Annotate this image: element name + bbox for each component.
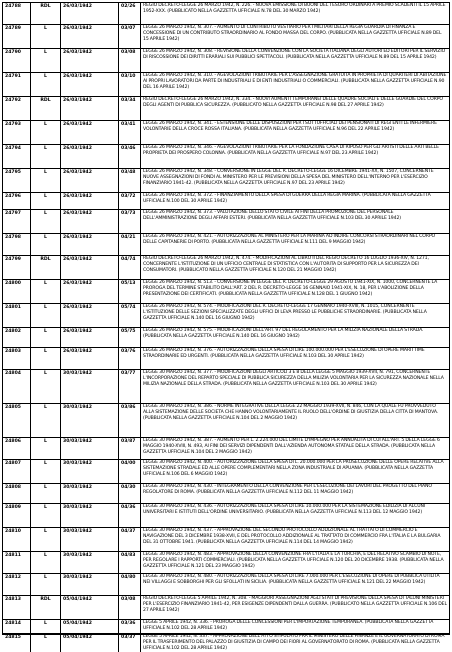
act-description: LEGGE 26 MARZO 1942, N. 575. - MODIFICAZIONI DELL'ART. 97 DEL REGOLAMENTO PER LA MILIZIA NAZIONALE DELLA STRADA. (PUBBLICATA NELLA GAZZETTA UFFICIALE N.140 DEL 16 GIUGNO 1942) <box>143 328 424 339</box>
act-code: 03/72 <box>119 193 141 209</box>
act-description: LEGGE 30 MARZO 1942, N. 436. - AUTORIZZAZIONE DELLA SPESA DI LIRE 10.000.000 PER LA SISTEMAZIONE EDILIZIA DI ALCUNI UNIVERSITARI E ISTITUTI DELL'ORDINE UNIVERSITARIO. (PUBBLICATA NELLA GAZZETTA UFFICIALE N.113 DEL 12 MAGGIO 1942) <box>143 504 426 515</box>
act-description: LEGGE 30 MARZO 1942, N. 387. - AUMENTO PER L. 2.224.000 DEL LIMITE D'IMPEGNO PER ANNUALITA DI CUI ALL'ART. 5 DELLA LEGGE 6 MAGGIO 1940-XVIII, N. 493, AI FINI DEI SERVIZI DIPENDENTI DALL'AZIENDA AUTONOMA STATALE DELLA STRADA. (PUBBLICATA NELLA GAZZETTA UFFICIALE N.104 DEL 2 MAGGIO 1942) <box>143 438 440 455</box>
act-type: L <box>31 49 61 72</box>
act-date: 26/03/1942 <box>61 328 119 347</box>
act-type: L <box>31 620 61 633</box>
record-number: 24797 <box>3 210 31 233</box>
act-type: L <box>31 460 61 483</box>
record-number: 24810 <box>3 528 31 551</box>
act-code: 03/76 <box>119 348 141 369</box>
table-row <box>3 370 449 404</box>
act-description: REGIO DECRETO-LEGGE 26 MARZO 1942, N. 334. - NUOVI AUMENTI TEMPORANEI DELLE QUADRE SOCIALI E DELLE GUARDIE DEL CORPO DEGLI AGENTI DI PUBBLICA SICUREZZA. (PUBBLICATO NELLA GAZZETTA UFFICIALE N.98 DEL 27 APRILE 1942) <box>143 97 443 108</box>
record-number: 24804 <box>3 370 31 403</box>
record-number: 24790 <box>3 49 31 72</box>
act-date: 05/04/1942 <box>61 596 119 619</box>
table-row <box>3 304 449 328</box>
act-type: L <box>31 169 61 192</box>
record-number: 24802 <box>3 328 31 347</box>
act-date: 26/03/1942 <box>61 348 119 369</box>
act-type: L <box>31 193 61 209</box>
table-row <box>3 528 449 552</box>
act-type: RDL <box>31 596 61 619</box>
act-code: 03/48 <box>119 169 141 192</box>
table-row <box>3 404 449 438</box>
table-row <box>3 620 449 634</box>
act-code: 03/10 <box>119 73 141 96</box>
act-code: 05/74 <box>119 304 141 327</box>
act-type: L <box>31 504 61 527</box>
act-type: L <box>31 73 61 96</box>
table-row <box>3 145 449 169</box>
act-code: 04/80 <box>119 574 141 595</box>
table-row <box>3 552 449 574</box>
record-number: 24792 <box>3 97 31 120</box>
record-number: 24791 <box>3 73 31 96</box>
act-code: 03/36 <box>119 620 141 633</box>
act-code: 05/13 <box>119 280 141 303</box>
act-type: RDL <box>31 256 61 279</box>
table-row <box>3 256 449 280</box>
act-description: LEGGE 30 MARZO 1942, N. 386. - NORME INTEGRATIVE DELLA LEGGE 22 MAGGIO 1939-XVII, N. 846, CON LA QUALE FU PROVVEDUTO ALLA SISTEMAZIONE DELLE SOCIETA CHE HANNO VOLONTARIAMENTE IL RUOLO DELL'ORDINE DI GIUSTIZIA DELLA CITTA DI MANTOVA. (PUBBLICATA NELLA GAZZETTA UFFICIALE N.104 DEL 2 MAGGIO 1942) <box>143 404 439 421</box>
act-description: LEGGE 30 MARZO 1942, N. 400. - AUTORIZZAZIONE DELLA SPESA DI L. 20.000.000 PER LA PROSECUZIONE DELLE OPERE RELATIVE ALLA SISTEMAZIONE STRADALE ED ALLE OPERE COMPLEMENTARI NELLA ZONA INDUSTRIALE DI APUANIA. (PUBBLICATA NELLA GAZZETTA UFFICIALE N.106 DEL 6 MAGGIO 1942) <box>143 460 444 477</box>
act-code: 05/75 <box>119 328 141 347</box>
table-row <box>3 484 449 504</box>
table-row <box>3 97 449 121</box>
table-row <box>3 596 449 620</box>
act-code: 04/83 <box>119 552 141 573</box>
act-description: REGIO DECRETO-LEGGE 26 MARZO 1942, N. 474. - MODIFICAZIONI AL LIBRO II DEL REGIO DECRETO 16 LUGLIO 1936-XIV, N. 1271, CONCERNENTE L'ISTITUZIONE DI UN UFFICIO CENTRALE DI STATISTICA CON L'AUTORITA DI SUPPORTO PER LA SICUREZZA DEI CONSUMATORI. (PUBBLICATO NELLA GAZZETTA UFFICIALE N.120 DEL 21 MAGGIO 1942) <box>143 256 429 273</box>
record-number: 24793 <box>3 121 31 144</box>
act-type: RDL <box>31 97 61 120</box>
act-type: L <box>31 121 61 144</box>
act-type: L <box>31 438 61 459</box>
act-description: LEGGE 26 MARZO 1942, N. 341. - ESTENSIONE DELLE DISPOSIZIONI PER I SOTTUFFICIALI DEI PENSIONATI DI REGI ENTI LE INFERMIERE VOLONTARIE DELLA CROCE ROSSA ITALIANA. (PUBBLICATA NELLA GAZZETTA UFFICIALE N.96 DEL 22 APRILE 1942) <box>143 121 437 132</box>
act-date: 30/03/1942 <box>61 504 119 527</box>
act-description: LEGGE 26 MARZO 1942, N. 346. - AGEVOLAZIONI TRIBUTARIE PER LA FONDAZIONE CASA DI RIPOSO PER GLI ARTISTI DELLE ARTI BELLE PROPRIETA DEI PROSPERO COLONNA. (PUBBLICATA NELLA GAZZETTA UFFICIALE N.97 DEL 23 APRILE 1942) <box>143 145 439 156</box>
act-description: LEGGE 26 MARZO 1942, N. 308. - REVISIONE DELLA CONVENZIONE CON LA SOCIETA ITALIANA DEGLI AUTORI ED EDITORI PER IL SERVIZIO DI RISCOSSIONE DEI DIRITTI ERARIALI SUI PUBBLICI SPETTACOLI. (PUBBLICATA NELLA GAZZETTA UFFICIALE N.89 DEL 15 APRILE 1942) <box>143 49 446 60</box>
act-type: L <box>31 404 61 437</box>
record-number: 24805 <box>3 404 31 437</box>
act-type: L <box>31 528 61 551</box>
act-type: L <box>31 234 61 255</box>
act-date: 30/03/1942 <box>61 438 119 459</box>
act-date: 26/03/1942 <box>61 25 119 48</box>
record-number: 24803 <box>3 348 31 369</box>
act-date: 26/03/1942 <box>61 169 119 192</box>
act-code: 03/46 <box>119 145 141 168</box>
act-type: L <box>31 304 61 327</box>
act-code: 04/36 <box>119 504 141 527</box>
act-type: L <box>31 145 61 168</box>
act-description: LEGGE 26 MARZO 1942, N. 307. - AUMENTO DI CONTRIBUTO VESTIARIO PER I MILITARI DELLA REGIA GUARDIA DI FINANZA E CONCESSIONE DI UN CONTRIBUTO STRAORDINARIO AL FONDO MASSA DEL CORPO. (PUBBLICATA NELLA GAZZETTA UFFICIALE N.89 DEL 15 APRILE 1942) <box>143 25 442 42</box>
table-row <box>3 504 449 528</box>
act-code: 03/37 <box>119 634 141 652</box>
table-row <box>3 169 449 193</box>
act-date: 26/03/1942 <box>61 193 119 209</box>
act-description: LEGGE 26 MARZO 1942, N. 372. - FINANZIAMENTO DELLA SPESA DI GUERRA DELLA REGIA MARINA. (PUBBLICATA NELLA GAZZETTA UFFICIALE N.100 DEL 30 APRILE 1942) <box>143 193 431 204</box>
table-row <box>3 49 449 73</box>
record-number: 24813 <box>3 596 31 619</box>
act-date: 26/03/1942 <box>61 97 119 120</box>
table-row <box>3 121 449 145</box>
act-code: 04/00 <box>119 460 141 483</box>
act-type: L <box>31 210 61 233</box>
record-number: 24807 <box>3 460 31 483</box>
table-row <box>3 574 449 596</box>
record-number: 24809 <box>3 504 31 527</box>
record-number: 24814 <box>3 620 31 633</box>
act-date: 05/04/1942 <box>61 634 119 652</box>
act-description: LEGGE 30 MARZO 1942, N. 483. - APPROVAZIONE DELLA CONVENZIONE FRA L'ITALIA E LA TURCHIA, E DEL RELATIVO SCAMBIO DI NOTE, PER REGOLARE I RAPPORTI COMMERCIALI. (PUBBLICATA NELLA GAZZETTA UFFICIALE N.120 DEL 20 DICEMBRE 1938. (PUBBLICATA NELLA GAZZETTA UFFICIALE N.121 DEL 23 MAGGIO 1942) <box>143 552 444 569</box>
record-number: 24795 <box>3 169 31 192</box>
record-number: 24812 <box>3 574 31 595</box>
act-date: 26/03/1942 <box>61 304 119 327</box>
act-code: 04/74 <box>119 256 141 279</box>
act-description: LEGGE 30 MARZO 1942, N. 377. - MODIFICAZIONI DEGLI ARTICOLI 3 E 8 DELLA LEGGE 5 MAGGIO 1939-XVII, N. 791, CONCERNENTE L'INCORPORAZIONE DEL REPARTO SPECIALE DI PUBBLICA SICUREZZA DELLA MILIZIA VOLONTARIA PER LA SICUREZZA NAZIONALE NELLA MILIZIA NAZIONALE DELLA STRADA. (PUBBLICATA NELLA GAZZETTA UFFICIALE N.103 DEL 30 APRILE 1942) <box>143 370 444 387</box>
act-type: L <box>31 348 61 369</box>
act-date: 30/03/1942 <box>61 574 119 595</box>
act-description: LEGGE 26 MARZO 1942, N. 421. - AUTORIZZAZIONE AL MINISTERO PER LA MARINA AD INDIRE CONCORSI STRAORDINARI NEL CORPO DELLE CAPITANERIE DI PORTO. (PUBBLICATA NELLA GAZZETTA UFFICIALE N.111 DEL 9 MAGGIO 1942) <box>143 234 436 245</box>
act-code: 03/73 <box>119 210 141 233</box>
record-number: 24815 <box>3 634 31 652</box>
record-number: 24789 <box>3 25 31 48</box>
record-number: 24788 <box>3 3 31 24</box>
act-date: 26/03/1942 <box>61 145 119 168</box>
legislation-table <box>2 2 450 651</box>
table-row <box>3 234 449 256</box>
act-date: 30/03/1942 <box>61 484 119 503</box>
act-code: 03/07 <box>119 25 141 48</box>
act-type: L <box>31 25 61 48</box>
act-description: LEGGE 5 APRILE 1942, N. 336. - PROROGA DELLE CONCESSIONI PER L'IMPORTAZIONE TEMPORANEA. (PUBBLICATA NELLA GAZZETTA UFFICIALE N.102 DEL 28 APRILE 1942) <box>143 620 434 631</box>
act-description: LEGGE 30 MARZO 1942, N. 430. - INTEGRAMENTO DELLA CONVENZIONE PER L'ESECUZIONE DEI LAVORI DEL PROGETTO DEL PIANO REGOLATORE DI ROMA. (PUBBLICATA NELLA GAZZETTA UFFICIALE N.112 DEL 11 MAGGIO 1942) <box>143 484 432 495</box>
act-code: 04/30 <box>119 484 141 503</box>
act-description: LEGGE 26 MARZO 1942, N. 513. - CONVERSIONE IN LEGGE DEL R. DECRETO-LEGGE 29 AGOSTO 1941-XIX, N. 1000, CONCERNENTE LA PROROGA DEL TERMINE STABILITO DALL'ART. 2 DEL R. DECRETO-LEGGE 16 GENNAIO 1941-XIX, N. 18, PER L'ABOLIZIONE DELLA PRESENTAZIONE DEI CERTIFICATI. (PUBBLICATA NELLA GAZZETTA UFFICIALE N.128 DEL 1 GIUGNO 1942) <box>143 280 438 297</box>
record-number: 24808 <box>3 484 31 503</box>
act-code: 02/26 <box>119 3 141 24</box>
act-date: 30/03/1942 <box>61 528 119 551</box>
act-description: LEGGE 26 MARZO 1942, N. 348. - CONVERSIONE IN LEGGE DEL R. DECRETO-LEGGE 16 DICEMBRE 1941-XX, N. 1507, CONCERNENTE NUOVE ASSEGNAZIONI DI FONDI AL MINISTERO PER LE PREVISIONI DELLA SPESA DEL MINISTERO DELL'INTERNO PER L'ESERCIZIO FINANZIARIO 1941-42. (PUBBLICATA NELLA GAZZETTA UFFICIALE N.97 DEL 23 APRILE 1942) <box>143 169 434 186</box>
act-code: 03/41 <box>119 121 141 144</box>
table-row <box>3 348 449 370</box>
act-description: LEGGE 26 MARZO 1942, N. 310. - AGEVOLAZIONI TRIBUTARIE PER L'ASSEGNAZIONE GRATUITA IN PROPRIETA DI QUARTIERI DI ABITAZIONE AI PROPRI LAVORATORI DA PARTE DI INDUSTRIALI E DI ENTI INDUSTRIALI O COMMERCIALI. (PUBBLICATA NELLA GAZZETTA UFFICIALE N.90 DEL 16 APRILE 1942) <box>143 73 447 90</box>
act-date: 26/03/1942 <box>61 234 119 255</box>
record-number: 24799 <box>3 256 31 279</box>
table-row <box>3 210 449 234</box>
act-type: L <box>31 328 61 347</box>
act-type: L <box>31 280 61 303</box>
table-row <box>3 438 449 460</box>
act-description: LEGGE 30 MARZO 1942, N. 480. - AUTORIZZAZIONE DELLA SPESA DI LIRE 7.000.000 PER L'ESECUZIONE DI OPERE DI PUBBLICA UTILITA NEI VILLAGGI E SOBBORGHI PER GLI SFOLLATI IN SICILIA. (PUBBLICATA NELLA GAZZETTA UFFICIALE N.121 DEL 22 MAGGIO 1942) <box>143 574 440 585</box>
table-row <box>3 73 449 97</box>
act-date: 30/03/1942 <box>61 552 119 573</box>
act-date: 26/03/1942 <box>61 3 119 24</box>
table-row <box>3 460 449 484</box>
record-number: 24794 <box>3 145 31 168</box>
act-code: 03/77 <box>119 370 141 403</box>
act-code: 03/87 <box>119 438 141 459</box>
act-code: 03/86 <box>119 404 141 437</box>
act-date: 30/03/1942 <box>61 404 119 437</box>
act-date: 26/03/1942 <box>61 210 119 233</box>
table-row <box>3 3 449 25</box>
act-date: 26/03/1942 <box>61 73 119 96</box>
act-code: 03/08 <box>119 596 141 619</box>
record-number: 24801 <box>3 304 31 327</box>
act-description: LEGGE 26 MARZO 1942, N. 376. - AUTORIZZAZIONE DELLA SPESA DI LIRE 100.000.000 PER L'ESECUZIONE DI OPERE MARITTIME STRAORDINARIE ED URGENTI. (PUBBLICATA NELLA GAZZETTA UFFICIALE N.103 DEL 30 APRILE 1942) <box>143 348 425 359</box>
record-number: 24811 <box>3 552 31 573</box>
act-code: 03/08 <box>119 49 141 72</box>
record-number: 24796 <box>3 193 31 209</box>
act-type: L <box>31 634 61 652</box>
act-code: 04/21 <box>119 234 141 255</box>
act-code: 04/37 <box>119 528 141 551</box>
act-description: LEGGE 30 MARZO 1942, N. 437. - APPROVAZIONE DEL SECONDO PROTOCOLLO ADDIZIONALE AL TRATTATO DI COMMERCIO E NAVIGAZIONE DEL 3 DICEMBRE 1938-XVII, E DEL PROTOCOLLO ADDIZIONALE AL TRATTATO DI COMMERCIO FRA L'ITALIA E LA BULGARIA DEL 31 OTTOBRE 1941. (PUBBLICATA NELLA GAZZETTA UFFICIALE N.114 DEL 14 MAGGIO 1942) <box>143 528 441 545</box>
act-date: 26/03/1942 <box>61 256 119 279</box>
record-number: 24800 <box>3 280 31 303</box>
table-row <box>3 328 449 348</box>
act-date: 05/04/1942 <box>61 620 119 633</box>
record-number: 24798 <box>3 234 31 255</box>
act-type: L <box>31 370 61 403</box>
table-row <box>3 280 449 304</box>
act-type: L <box>31 574 61 595</box>
table-row <box>3 25 449 49</box>
act-date: 26/03/1942 <box>61 121 119 144</box>
act-date: 26/03/1942 <box>61 280 119 303</box>
record-number: 24806 <box>3 438 31 459</box>
act-description: LEGGE 26 MARZO 1942, N. 373. - VALUTAZIONE DELLO STATO CIVILE AI FINI DELLA PROMOZIONE DEL PERSONALE DELL'AMMINISTRAZIONE DEGLI AFFARI ESTERI. (PUBBLICATA NELLA GAZZETTA UFFICIALE N.103 DEL 30 APRILE 1942) <box>143 210 401 221</box>
act-date: 30/03/1942 <box>61 370 119 403</box>
act-type: L <box>31 484 61 503</box>
act-type: L <box>31 552 61 573</box>
act-date: 26/03/1942 <box>61 49 119 72</box>
act-description: LEGGE 26 MARZO 1942, N. 574. - MODIFICAZIONI DEL R. DECRETO-LEGGE 17 GENNAIO 1940-XVIII, N. 1015, CONCERNENTE L'ISTITUZIONE DELLE SEZIONI SPECIALIZZATE DEGLI UFFICI DI LEVA PRESSO LE PUBBLICHE STRAORDINARIE. (PUBBLICATA NELLA GAZZETTA UFFICIALE N.140 DEL 16 GIUGNO 1942) <box>143 304 427 321</box>
table-row <box>3 193 449 210</box>
act-code: 03/34 <box>119 97 141 120</box>
act-description: REGIO DECRETO-LEGGE 26 MARZO 1942, N. 226. - NUOVA EMISSIONE DI BUONI DEL TESORO ORDINARI A PREMIO SCADENTI IL 15 APRILE 1952-XXX. (PUBBLICATO NELLA GAZZETTA UFFICIALE N.78 DEL 30 MARZO 1942) <box>143 3 446 14</box>
act-type: RDL <box>31 3 61 24</box>
act-date: 30/03/1942 <box>61 460 119 483</box>
act-description: LEGGE 5 APRILE 1942, N. 337. - APPROVAZIONE DELL'ATTO STIPULATO FRA IL MINISTERO DELLE FINANZE E IL GOVERNATORATO DI ROMA PER IL TRASFERIMENTO DEL PALAZZO DI GIUSTIZIA DI CAMPO DEI FIORI AL GOVERNATORATO DI ROMA. (PUBBLICATA NELLA GAZZETTA UFFICIALE N.102 DEL 28 APRILE 1942) <box>143 634 445 651</box>
act-description: REGIO DECRETO-LEGGE 5 APRILE 1942, N. 308. - MAGGIORI ASSEGNAZIONI AGLI STATI DI PREVISIONE DELLA SPESA DI TALUNI MINISTERI PER L'ESERCIZIO FINANZIARIO 1941-42, PER ESIGENZE DIPENDENTI DALLA GUERRA. (PUBBLICATO NELLA GAZZETTA UFFICIALE N.106 DEL 27 APRILE 1942) <box>143 596 447 613</box>
